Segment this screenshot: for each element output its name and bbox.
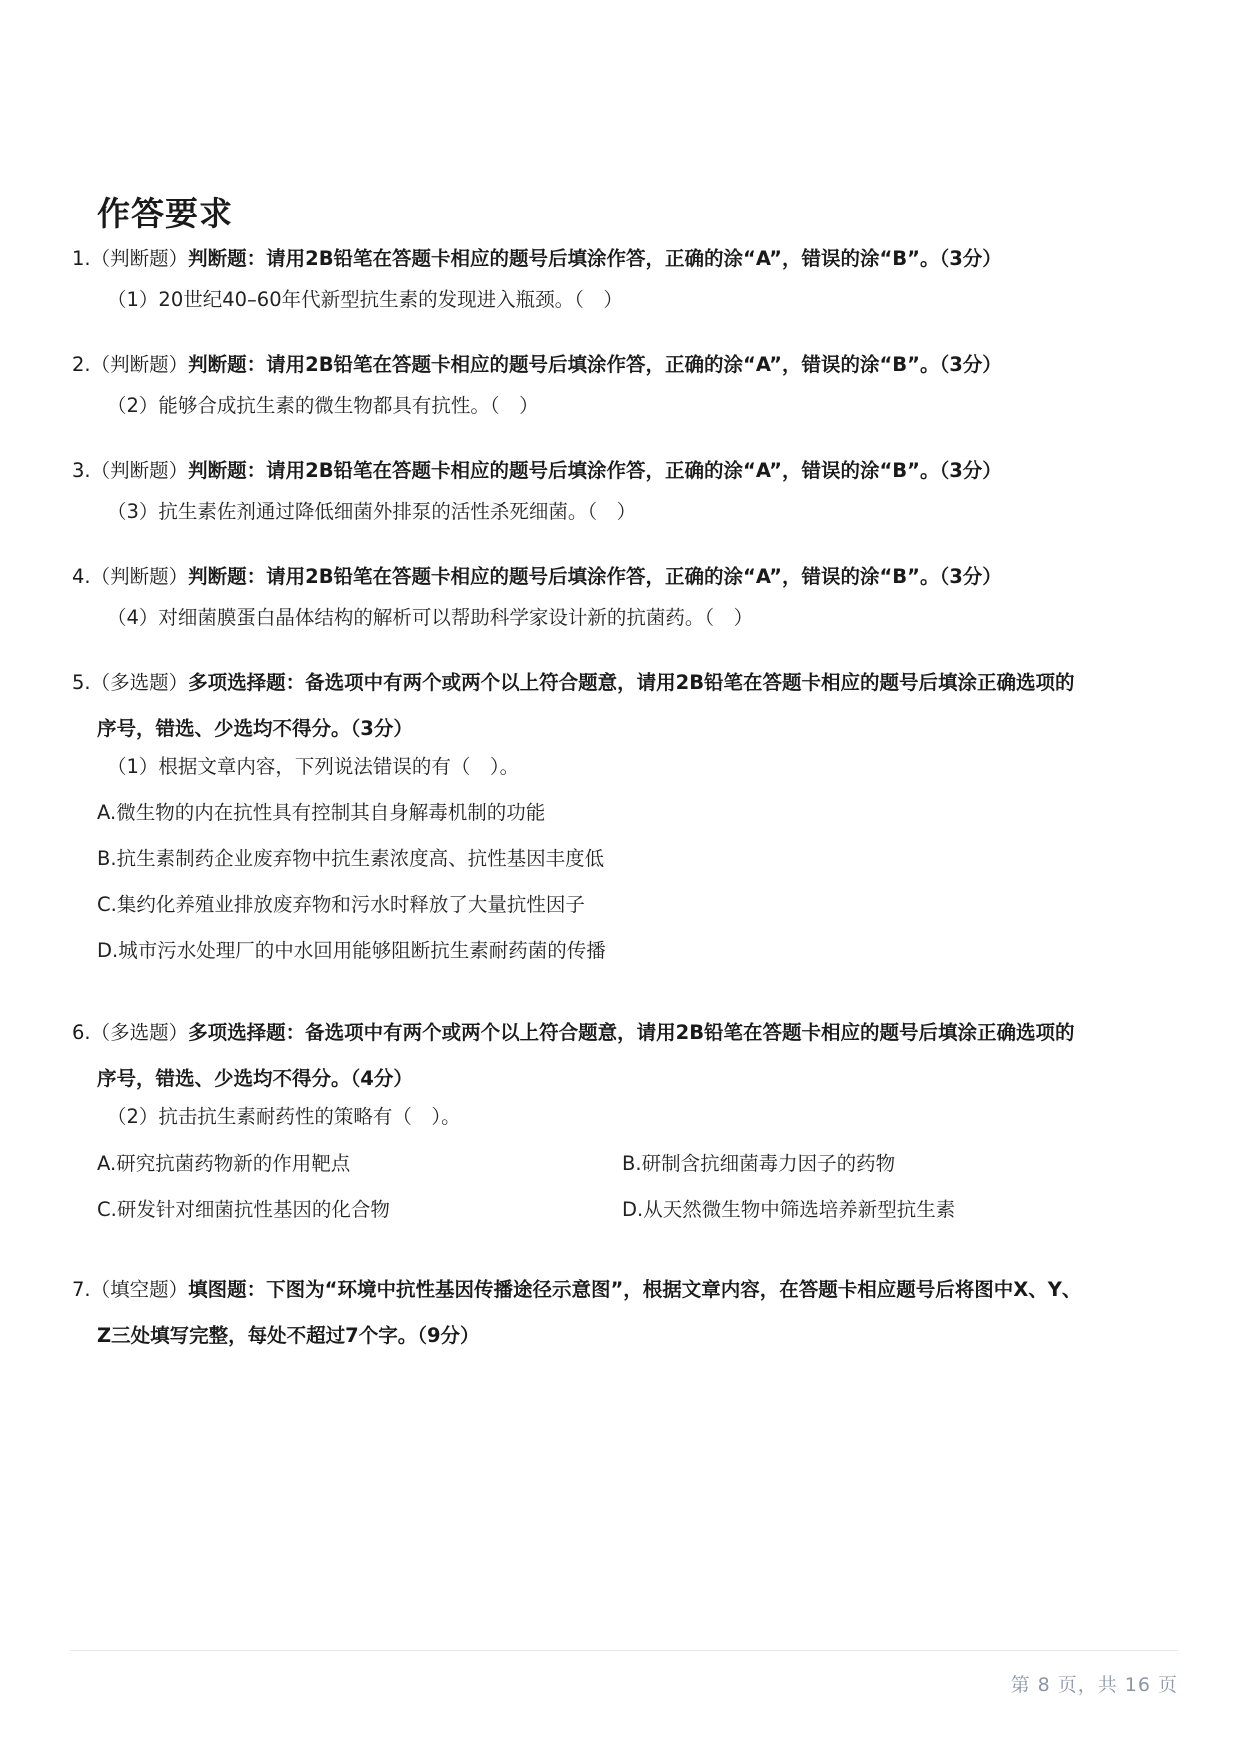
question-2-sub: （2）能够合成抗生素的微生物都具有抗性。（ ） [107, 394, 539, 417]
question-5-header [72, 660, 1152, 752]
question-type: （判断题） [90, 565, 189, 588]
page-title: 作答要求 [97, 194, 233, 233]
question-instruction: 判断题：请用2B铅笔在答题卡相应的题号后填涂作答，正确的涂“A”，错误的涂“B”。（3分） [188, 565, 1002, 588]
question-number: 4. [72, 565, 91, 588]
question-number: 3. [72, 459, 91, 482]
question-instruction: 多项选择题：备选项中有两个或两个以上符合题意，请用2B铅笔在答题卡相应的题号后填涂正确选项的 [188, 1021, 1075, 1044]
question-instruction-continued: 序号，错选、少选均不得分。（3分） [97, 717, 413, 740]
question-type: （判断题） [90, 353, 189, 376]
question-type: （判断题） [90, 247, 189, 270]
question-number: 5. [72, 671, 91, 694]
question-number: 1. [72, 247, 91, 270]
question-5-sub: （1）根据文章内容，下列说法错误的有（ ）。 [107, 755, 520, 778]
question-instruction-continued: 序号，错选、少选均不得分。（4分） [97, 1067, 413, 1090]
question-6-header [72, 1010, 1152, 1102]
question-type: （多选题） [90, 671, 189, 694]
option-a: A.研究抗菌药物新的作用靶点 [97, 1152, 351, 1175]
question-type: （判断题） [90, 459, 189, 482]
question-3-header [72, 448, 1152, 494]
question-instruction: 判断题：请用2B铅笔在答题卡相应的题号后填涂作答，正确的涂“A”，错误的涂“B”。（3分） [188, 247, 1002, 270]
question-type: （多选题） [90, 1021, 189, 1044]
question-3-sub: （3）抗生素佐剂通过降低细菌外排泵的活性杀死细菌。（ ） [107, 500, 637, 523]
option-d: D.城市污水处理厂的中水回用能够阻断抗生素耐药菌的传播 [97, 939, 606, 962]
question-number: 6. [72, 1021, 91, 1044]
page-number: 第 8 页，共 16 页 [1010, 1674, 1178, 1696]
option-a: A.微生物的内在抗性具有控制其自身解毒机制的功能 [97, 801, 546, 824]
question-4-sub: （4）对细菌膜蛋白晶体结构的解析可以帮助科学家设计新的抗菌药。（ ） [107, 606, 754, 629]
question-2-header [72, 342, 1152, 388]
question-7-header [72, 1267, 1152, 1359]
question-instruction: 判断题：请用2B铅笔在答题卡相应的题号后填涂作答，正确的涂“A”，错误的涂“B”。（3分） [188, 353, 1002, 376]
question-instruction: 填图题：下图为“环境中抗性基因传播途径示意图”，根据文章内容，在答题卡相应题号后将图中X、Y、 [188, 1278, 1082, 1301]
question-1-header [72, 236, 1152, 282]
question-6-sub: （2）抗击抗生素耐药性的策略有（ ）。 [107, 1105, 461, 1128]
question-4-header [72, 554, 1152, 600]
option-c: C.集约化养殖业排放废弃物和污水时释放了大量抗性因子 [97, 893, 585, 916]
question-instruction: 多项选择题：备选项中有两个或两个以上符合题意，请用2B铅笔在答题卡相应的题号后填涂正确选项的 [188, 671, 1075, 694]
question-number: 2. [72, 353, 91, 376]
question-instruction-continued: Z三处填写完整，每处不超过7个字。（9分） [97, 1324, 480, 1347]
option-d: D.从天然微生物中筛选培养新型抗生素 [622, 1198, 956, 1221]
question-instruction: 判断题：请用2B铅笔在答题卡相应的题号后填涂作答，正确的涂“A”，错误的涂“B”。（3分） [188, 459, 1002, 482]
option-b: B.抗生素制药企业废弃物中抗生素浓度高、抗性基因丰度低 [97, 847, 605, 870]
question-type: （填空题） [90, 1278, 189, 1301]
footer-divider [70, 1650, 1178, 1651]
option-b: B.研制含抗细菌毒力因子的药物 [622, 1152, 896, 1175]
option-c: C.研发针对细菌抗性基因的化合物 [97, 1198, 390, 1221]
question-number: 7. [72, 1278, 91, 1301]
question-1-sub: （1）20世纪40–60年代新型抗生素的发现进入瓶颈。（ ） [107, 288, 623, 311]
